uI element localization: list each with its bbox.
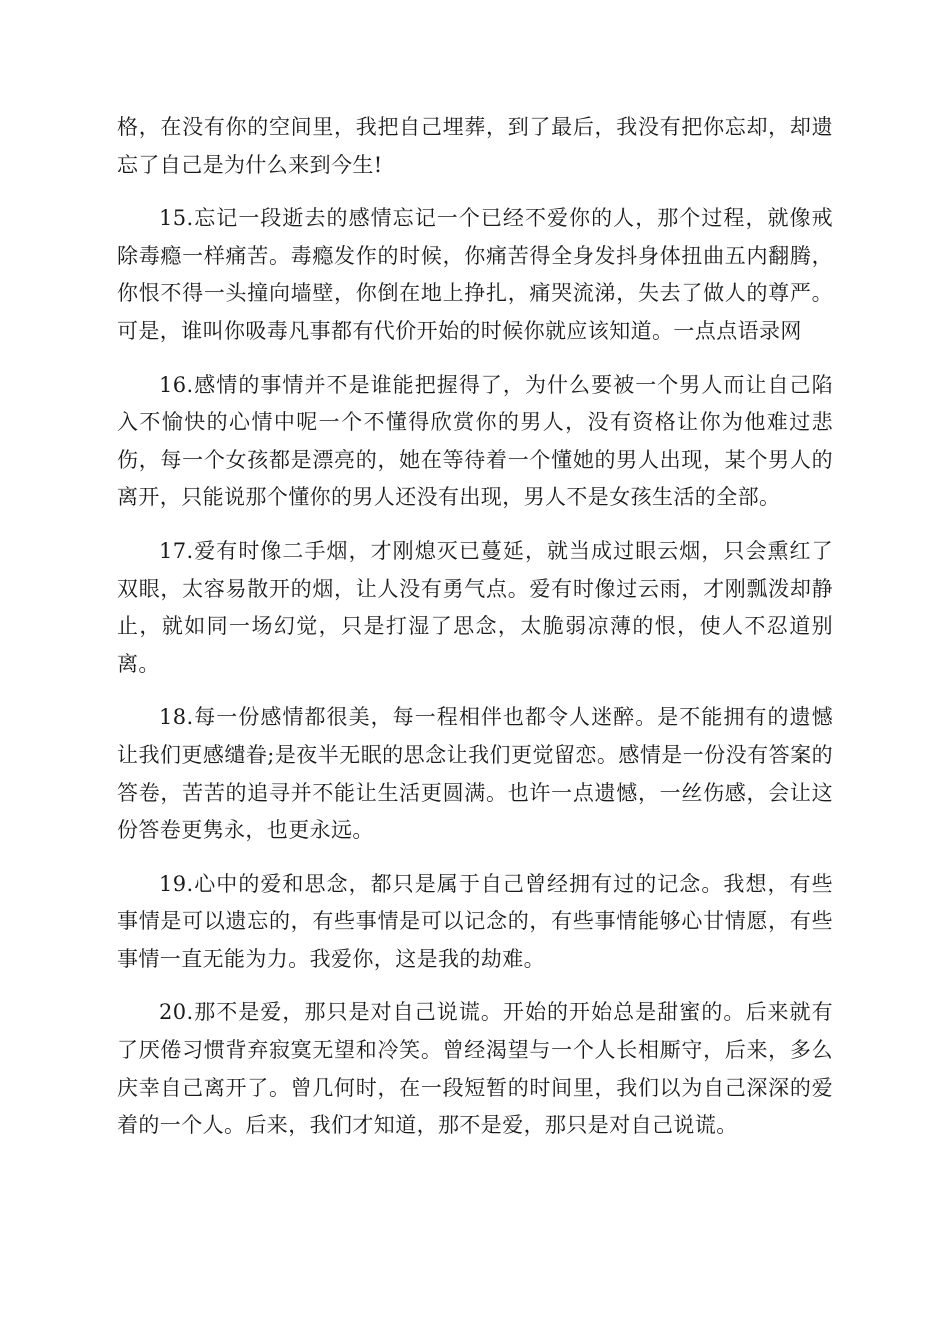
document-body: [117, 109, 833, 1161]
paragraph-item-16: 16.感情的事情并不是谁能把握得了，为什么要被一个男人而让自己陷入不愉快的心情中呢一个不懂得欣赏你的男人，没有资格让你为他难过悲伤，每一个女孩都是漂亮的，她在等待着一个懂她的男人出现，某个男人的离开，只能说那个懂你的男人还没有出现，男人不是女孩生活的全部。: [117, 372, 833, 510]
paragraph-continuation: 格，在没有你的空间里，我把自己埋葬，到了最后，我没有把你忘却，却遗忘了自己是为什么来到今生!: [117, 115, 833, 177]
paragraph-item-20: 20.那不是爱，那只是对自己说谎。开始的开始总是甜蜜的。后来就有了厌倦习惯背弃寂寞无望和冷笑。曾经渴望与一个人长相厮守，后来，多么庆幸自己离开了。曾几何时，在一段短暂的时间里，我们以为自己深深的爱着的一个人。后来，我们才知道，那不是爱，那只是对自己说谎。: [117, 1000, 833, 1138]
paragraph-item-18: 18.每一份感情都很美，每一程相伴也都令人迷醉。是不能拥有的遗憾让我们更感缱眷;是夜半无眠的思念让我们更觉留恋。感情是一份没有答案的答卷，苦苦的追寻并不能让生活更圆满。也许一点遗憾，一丝伤感，会让这份答卷更隽永，也更永远。: [117, 705, 833, 843]
paragraph-item-15: 15.忘记一段逝去的感情忘记一个已经不爱你的人，那个过程，就像戒除毒瘾一样痛苦。毒瘾发作的时候，你痛苦得全身发抖身体扭曲五内翻腾，你恨不得一头撞向墙壁，你倒在地上挣扎，痛哭流涕，失去了做人的尊严。可是，谁叫你吸毒凡事都有代价开始的时候你就应该知道。一点点语录网: [117, 206, 833, 343]
paragraph-item-17: 17.爱有时像二手烟，才刚熄灭已蔓延，就当成过眼云烟，只会熏红了双眼，太容易散开的烟，让人没有勇气点。爱有时像过云雨，才刚瓢泼却静止，就如同一场幻觉，只是打湿了思念，太脆弱凉薄的恨，使人不忍道别离。: [117, 538, 833, 676]
paragraph-item-19: 19.心中的爱和思念，都只是属于自己曾经拥有过的记念。我想，有些事情是可以遗忘的，有些事情是可以记念的，有些事情能够心甘情愿，有些事情一直无能为力。我爱你，这是我的劫难。: [117, 871, 833, 971]
